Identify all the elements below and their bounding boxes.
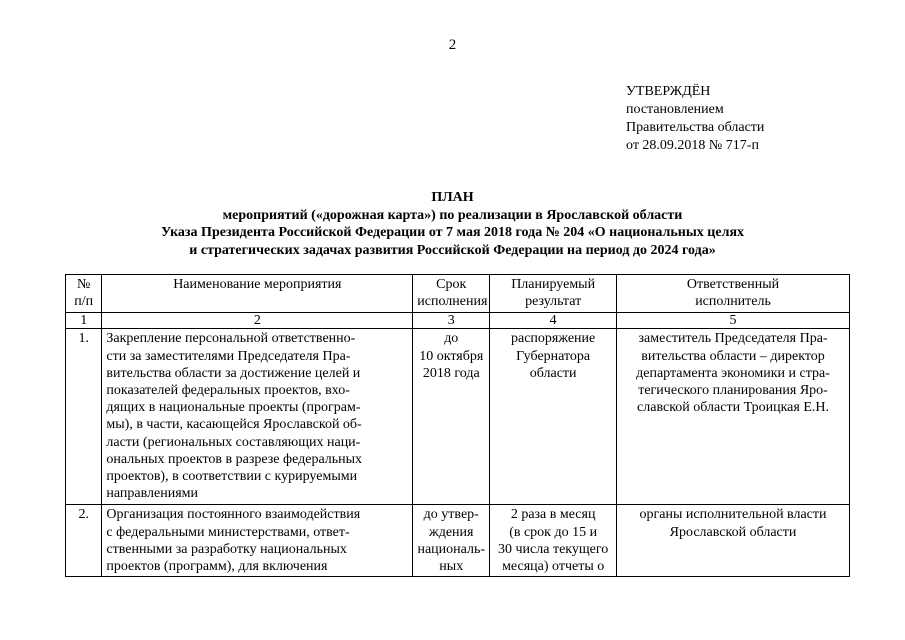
column-number: 2 bbox=[102, 313, 413, 329]
plan-table bbox=[65, 274, 850, 577]
row-name: Организация постоянного взаимодействия с федеральными министерствами, ответ- ственными за разработку национальных проектов (программ), для включения bbox=[106, 507, 361, 575]
column-number-row bbox=[66, 313, 850, 329]
table-row bbox=[66, 505, 850, 577]
title-line-1: ПЛАН bbox=[431, 190, 474, 205]
page-number: 2 bbox=[448, 37, 457, 53]
column-number: 5 bbox=[617, 313, 850, 329]
header-term: Срок исполнения bbox=[413, 275, 490, 313]
row-responsible: заместитель Председателя Пра- вительства области – директор департамента экономики и стра- тегического планирования Яро- славской области Троицкая Е.Н. bbox=[617, 329, 850, 505]
document-title bbox=[0, 189, 905, 259]
table-row bbox=[66, 329, 850, 505]
table-header-row bbox=[66, 275, 850, 313]
approval-line-4: от 28.09.2018 № 717-п bbox=[626, 138, 759, 153]
row-number: 2. bbox=[78, 507, 89, 523]
header-no: № п/п bbox=[66, 275, 102, 313]
header-responsible: Ответственный исполнитель bbox=[617, 275, 850, 313]
title-line-2: мероприятий («дорожная карта») по реализации в Ярославской области bbox=[222, 207, 683, 223]
column-number: 4 bbox=[490, 313, 617, 329]
row-term: до утвер- ждения националь- ных bbox=[417, 507, 486, 575]
row-name: Закрепление персональной ответственно- сти за заместителями Председателя Пра- вительства области за достижение целей и показателей федеральных проектов, вхо- дящих в национальные проекты (програм- мы), в части, касающейся Ярославской об- ласти (региональных составляющих наци- ональных проектов в разрезе федеральных проектов), в соответствии с курируемыми направлениями bbox=[102, 329, 413, 505]
approval-stamp bbox=[626, 83, 764, 155]
title-line-4: и стратегических задачах развития Российской Федерации на период до 2024 года» bbox=[189, 242, 716, 258]
row-number: 1. bbox=[66, 329, 102, 505]
approval-line-2: постановлением bbox=[626, 102, 724, 117]
column-number: 1 bbox=[66, 313, 102, 329]
row-result: 2 раза в месяц (в срок до 15 и 30 числа текущего месяца) отчеты о bbox=[498, 507, 609, 575]
column-number: 3 bbox=[413, 313, 490, 329]
header-result: Планируемый результат bbox=[490, 275, 617, 313]
row-result: распоряжение Губернатора области bbox=[490, 329, 617, 505]
title-line-3: Указа Президента Российской Федерации от 7 мая 2018 года № 204 «О национальных целях bbox=[160, 225, 745, 240]
row-responsible: органы исполнительной власти Ярославской области bbox=[639, 507, 827, 540]
row-term: до 10 октября 2018 года bbox=[413, 329, 490, 505]
header-name: Наименование мероприятия bbox=[102, 275, 413, 313]
approval-line-3: Правительства области bbox=[626, 120, 765, 135]
approval-line-1: УТВЕРЖДЁН bbox=[626, 84, 711, 99]
